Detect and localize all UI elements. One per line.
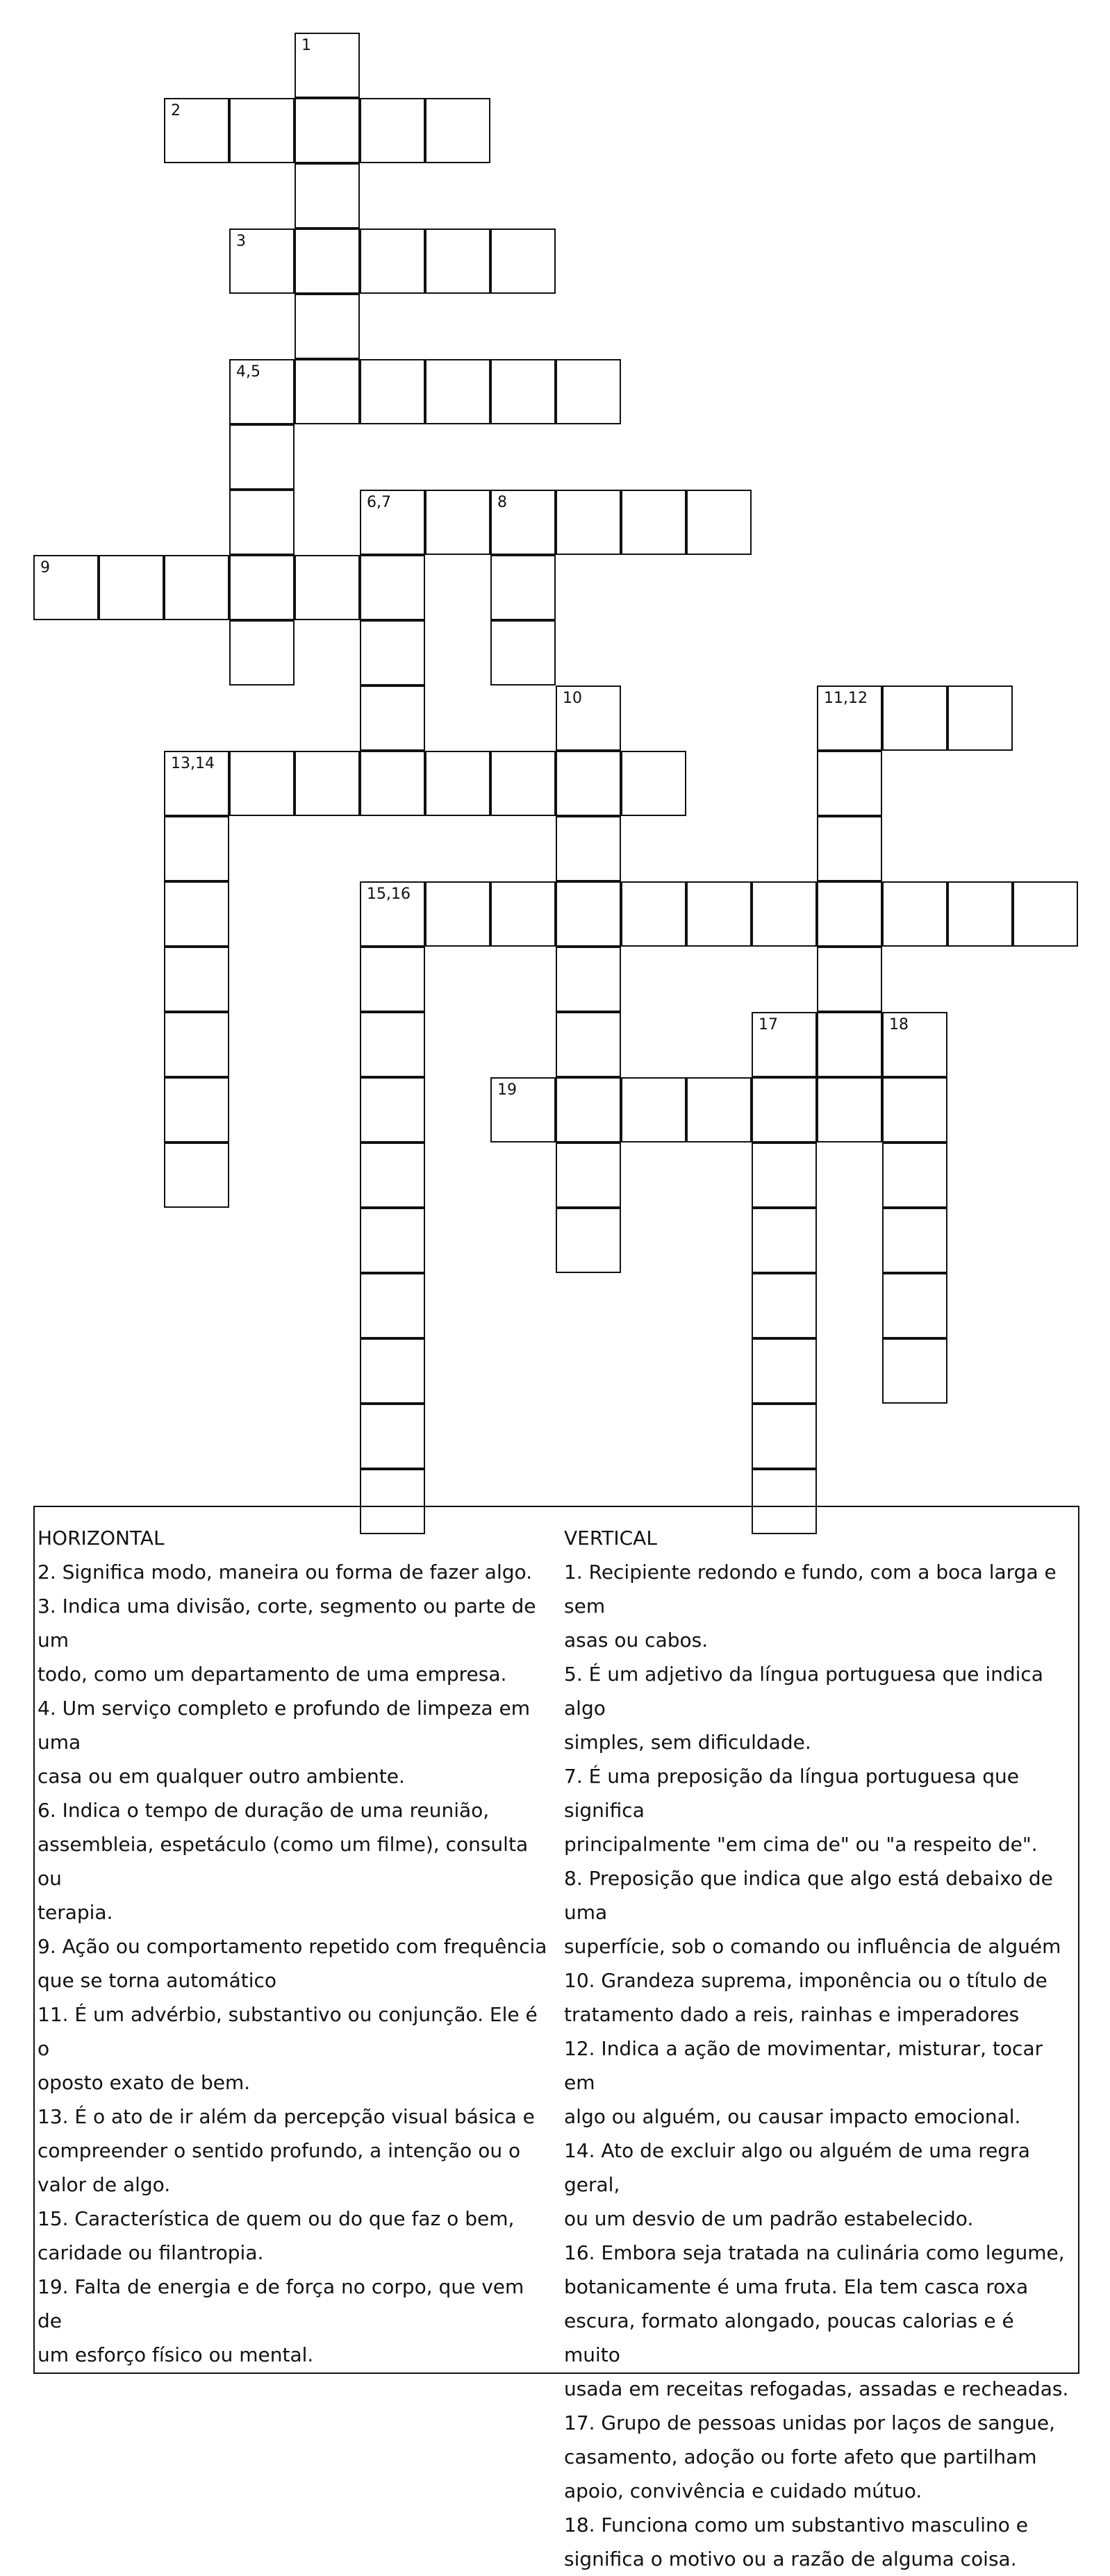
- horizontal-clue-list: [38, 1555, 552, 2372]
- grid-cell[interactable]: [490, 228, 556, 294]
- clue-item: [564, 1861, 1075, 1963]
- grid-cell[interactable]: [621, 881, 686, 947]
- grid-cell[interactable]: [164, 98, 229, 163]
- grid-cell[interactable]: [752, 1273, 817, 1338]
- clue-line: caridade ou filantropia.: [38, 2241, 264, 2264]
- grid-cell[interactable]: [164, 555, 229, 620]
- clue-item: [564, 2406, 1075, 2508]
- grid-cell[interactable]: [556, 685, 621, 751]
- grid-cell[interactable]: [425, 98, 490, 163]
- grid-cell[interactable]: [360, 359, 425, 424]
- grid-cell[interactable]: [752, 1077, 817, 1142]
- grid-cell[interactable]: [621, 490, 686, 555]
- grid-cell[interactable]: [1013, 881, 1078, 947]
- clue-line: todo, como um departamento de uma empresa.: [38, 1663, 507, 1686]
- clue-line: ou um desvio de um padrão estabelecido.: [564, 2207, 974, 2230]
- clue-line: que se torna automático: [38, 1969, 277, 1992]
- clue-item: [38, 2270, 552, 2372]
- grid-cell[interactable]: [882, 881, 947, 947]
- grid-cell[interactable]: [164, 1077, 229, 1142]
- grid-cell[interactable]: [490, 620, 556, 685]
- clue-item: [38, 1589, 552, 1691]
- clue-item: [564, 2134, 1075, 2236]
- grid-cell[interactable]: [360, 1404, 425, 1469]
- grid-cell[interactable]: [360, 1338, 425, 1404]
- clue-item: [38, 1793, 552, 1929]
- clue-line: casamento, adoção ou forte afeto que partilham: [564, 2445, 1037, 2468]
- clue-number: 2: [171, 102, 181, 119]
- grid-cell[interactable]: [360, 751, 425, 816]
- grid-cell[interactable]: [556, 751, 621, 816]
- clue-line: 13. É o ato de ir além da percepção visual básica e: [38, 2105, 535, 2128]
- clue-line: 5. É um adjetivo da língua portuguesa que indica algo: [564, 1663, 1043, 1720]
- grid-cell[interactable]: [817, 685, 882, 751]
- clue-line: terapia.: [38, 1901, 113, 1924]
- clue-line: 18. Funciona como um substantivo masculino e: [564, 2513, 1029, 2536]
- horizontal-heading: HORIZONTAL: [38, 1527, 165, 1549]
- grid-cell[interactable]: [229, 751, 295, 816]
- clue-line: simples, sem dificuldade.: [564, 1731, 811, 1754]
- clue-line: 11. É um advérbio, substantivo ou conjunção. Ele é o: [38, 2003, 538, 2060]
- grid-cell[interactable]: [556, 947, 621, 1012]
- clue-item: [564, 1657, 1075, 1759]
- grid-cell[interactable]: [229, 555, 295, 620]
- grid-cell[interactable]: [295, 751, 360, 816]
- grid-cell[interactable]: [556, 816, 621, 881]
- grid-cell[interactable]: [229, 620, 295, 685]
- grid-cell[interactable]: [229, 424, 295, 490]
- grid-cell[interactable]: [556, 490, 621, 555]
- clue-number: 1: [301, 37, 311, 54]
- clue-line: 9. Ação ou comportamento repetido com frequência: [38, 1935, 547, 1958]
- clue-line: algo ou alguém, ou causar impacto emocional.: [564, 2105, 1021, 2128]
- grid-cell[interactable]: [360, 685, 425, 751]
- grid-cell[interactable]: [164, 881, 229, 947]
- clue-line: 6. Indica o tempo de duração de uma reunião,: [38, 1799, 490, 1822]
- clue-item: [564, 2236, 1075, 2406]
- grid-cell[interactable]: [490, 881, 556, 947]
- grid-cell[interactable]: [425, 881, 490, 947]
- clue-item: [38, 1997, 552, 2100]
- clue-line: superfície, sob o comando ou influência de alguém: [564, 1935, 1061, 1958]
- clue-item: [564, 1555, 1075, 1657]
- grid-cell[interactable]: [490, 555, 556, 620]
- grid-cell[interactable]: [686, 490, 752, 555]
- grid-cell[interactable]: [164, 947, 229, 1012]
- grid-cell[interactable]: [425, 359, 490, 424]
- grid-cell[interactable]: [33, 555, 99, 620]
- clue-number: 11,12: [824, 690, 868, 707]
- clue-item: [38, 2202, 552, 2270]
- clue-panel: [33, 1506, 1079, 2570]
- clue-number: 15,16: [367, 886, 411, 903]
- grid-cell[interactable]: [882, 1142, 947, 1208]
- clue-line: 7. É uma preposição da língua portuguesa que significa: [564, 1765, 1020, 1822]
- clue-line: 17. Grupo de pessoas unidas por laços de sangue,: [564, 2411, 1056, 2434]
- clue-line: 12. Indica a ação de movimentar, misturar, tocar em: [564, 2037, 1043, 2094]
- clue-line: principalmente "em cima de" ou "a respeito de".: [564, 1833, 1038, 1856]
- clue-line: 19. Falta de energia e de força no corpo, que vem de: [38, 2275, 524, 2332]
- clue-line: um esforço físico ou mental.: [38, 2343, 314, 2366]
- clue-number: 13,14: [171, 755, 215, 772]
- grid-cell[interactable]: [817, 947, 882, 1012]
- clue-item: [38, 1555, 552, 1589]
- clue-line: apoio, convivência e cuidado mútuo.: [564, 2479, 922, 2502]
- clue-line: 16. Embora seja tratada na culinária como legume,: [564, 2241, 1065, 2264]
- clue-line: 1. Recipiente redondo e fundo, com a boca larga e sem: [564, 1561, 1057, 1618]
- grid-cell[interactable]: [882, 685, 947, 751]
- clue-item: [38, 1929, 552, 1997]
- grid-cell[interactable]: [360, 228, 425, 294]
- grid-cell[interactable]: [556, 359, 621, 424]
- grid-cell[interactable]: [817, 1077, 882, 1142]
- grid-cell[interactable]: [360, 947, 425, 1012]
- grid-cell[interactable]: [882, 1338, 947, 1404]
- clue-line: compreender o sentido profundo, a intenção ou o: [38, 2139, 521, 2162]
- grid-cell[interactable]: [425, 751, 490, 816]
- grid-cell[interactable]: [817, 881, 882, 947]
- clue-line: tratamento dado a reis, rainhas e imperadores: [564, 2003, 1020, 2026]
- grid-cell[interactable]: [752, 1142, 817, 1208]
- grid-cell[interactable]: [164, 1142, 229, 1208]
- vertical-clue-list: [564, 1555, 1075, 2576]
- grid-cell[interactable]: [360, 1012, 425, 1077]
- grid-cell[interactable]: [752, 1338, 817, 1404]
- clue-number: 17: [759, 1016, 778, 1033]
- grid-cell[interactable]: [295, 163, 360, 228]
- grid-cell[interactable]: [556, 881, 621, 947]
- grid-cell[interactable]: [752, 1208, 817, 1273]
- grid-cell[interactable]: [947, 881, 1013, 947]
- grid-cell[interactable]: [425, 490, 490, 555]
- grid-cell[interactable]: [229, 228, 295, 294]
- clue-item: [564, 2031, 1075, 2134]
- grid-cell[interactable]: [360, 1077, 425, 1142]
- clue-line: casa ou em qualquer outro ambiente.: [38, 1765, 405, 1788]
- grid-cell[interactable]: [752, 1012, 817, 1077]
- clue-number: 19: [497, 1081, 517, 1099]
- clue-number: 18: [889, 1016, 909, 1033]
- clue-line: escura, formato alongado, poucas calorias e é muito: [564, 2309, 1014, 2366]
- grid-cell[interactable]: [882, 1273, 947, 1338]
- grid-cell[interactable]: [490, 751, 556, 816]
- grid-cell[interactable]: [817, 751, 882, 816]
- grid-cell[interactable]: [490, 490, 556, 555]
- clue-line: 3. Indica uma divisão, corte, segmento ou parte de um: [38, 1595, 536, 1652]
- grid-cell[interactable]: [360, 490, 425, 555]
- clue-line: oposto exato de bem.: [38, 2071, 251, 2094]
- grid-cell[interactable]: [621, 751, 686, 816]
- grid-cell[interactable]: [817, 816, 882, 881]
- horizontal-clues: [38, 1521, 552, 2372]
- grid-cell[interactable]: [752, 881, 817, 947]
- grid-cell[interactable]: [360, 555, 425, 620]
- grid-cell[interactable]: [556, 1012, 621, 1077]
- grid-cell[interactable]: [752, 1404, 817, 1469]
- grid-cell[interactable]: [229, 98, 295, 163]
- clue-number: 10: [563, 690, 582, 707]
- vertical-clues: [564, 1521, 1075, 2576]
- clue-item: [564, 2508, 1075, 2576]
- clue-line: valor de algo.: [38, 2173, 171, 2196]
- grid-cell[interactable]: [295, 555, 360, 620]
- grid-cell[interactable]: [686, 881, 752, 947]
- grid-cell[interactable]: [229, 490, 295, 555]
- clue-line: 10. Grandeza suprema, imponência ou o título de: [564, 1969, 1047, 1992]
- grid-cell[interactable]: [621, 1077, 686, 1142]
- grid-cell[interactable]: [360, 620, 425, 685]
- grid-cell[interactable]: [164, 816, 229, 881]
- clue-number: 8: [497, 494, 507, 511]
- grid-cell[interactable]: [882, 1077, 947, 1142]
- grid-cell[interactable]: [295, 98, 360, 163]
- grid-cell[interactable]: [99, 555, 164, 620]
- grid-cell[interactable]: [164, 751, 229, 816]
- clue-item: [38, 1691, 552, 1793]
- grid-cell[interactable]: [556, 1077, 621, 1142]
- grid-cell[interactable]: [490, 359, 556, 424]
- grid-cell[interactable]: [817, 1012, 882, 1077]
- grid-cell[interactable]: [360, 1142, 425, 1208]
- clue-number: 6,7: [367, 494, 391, 511]
- clue-line: asas ou cabos.: [564, 1629, 709, 1652]
- grid-cell[interactable]: [295, 359, 360, 424]
- grid-cell[interactable]: [229, 359, 295, 424]
- grid-cell[interactable]: [490, 1077, 556, 1142]
- grid-cell[interactable]: [360, 1208, 425, 1273]
- grid-cell[interactable]: [556, 1208, 621, 1273]
- clue-item: [564, 1963, 1075, 2031]
- vertical-heading: VERTICAL: [564, 1527, 657, 1549]
- grid-cell[interactable]: [882, 1012, 947, 1077]
- clue-line: significa o motivo ou a razão de alguma coisa.: [564, 2548, 1017, 2570]
- grid-cell[interactable]: [360, 881, 425, 947]
- clue-line: usada em receitas refogadas, assadas e recheadas.: [564, 2377, 1069, 2400]
- grid-cell[interactable]: [295, 33, 360, 98]
- grid-cell[interactable]: [295, 228, 360, 294]
- grid-cell[interactable]: [295, 294, 360, 359]
- grid-cell[interactable]: [686, 1077, 752, 1142]
- clue-line: assembleia, espetáculo (como um filme), consulta ou: [38, 1833, 529, 1890]
- clue-line: 14. Ato de excluir algo ou alguém de uma regra geral,: [564, 2139, 1030, 2196]
- clue-number: 3: [236, 233, 246, 250]
- grid-cell[interactable]: [360, 98, 425, 163]
- grid-cell[interactable]: [556, 1142, 621, 1208]
- grid-cell[interactable]: [164, 1012, 229, 1077]
- clue-line: 8. Preposição que indica que algo está debaixo de uma: [564, 1867, 1053, 1924]
- clue-line: botanicamente é uma fruta. Ela tem casca roxa: [564, 2275, 1029, 2298]
- clue-item: [38, 2100, 552, 2202]
- grid-cell[interactable]: [947, 685, 1013, 751]
- grid-cell[interactable]: [425, 228, 490, 294]
- grid-cell[interactable]: [882, 1208, 947, 1273]
- grid-cell[interactable]: [360, 1273, 425, 1338]
- clue-line: 15. Característica de quem ou do que faz o bem,: [38, 2207, 515, 2230]
- clue-number: 9: [40, 559, 50, 576]
- clue-line: 4. Um serviço completo e profundo de limpeza em uma: [38, 1697, 531, 1754]
- clue-line: 2. Significa modo, maneira ou forma de fazer algo.: [38, 1561, 533, 1584]
- clue-number: 4,5: [236, 363, 260, 381]
- clue-item: [564, 1759, 1075, 1861]
